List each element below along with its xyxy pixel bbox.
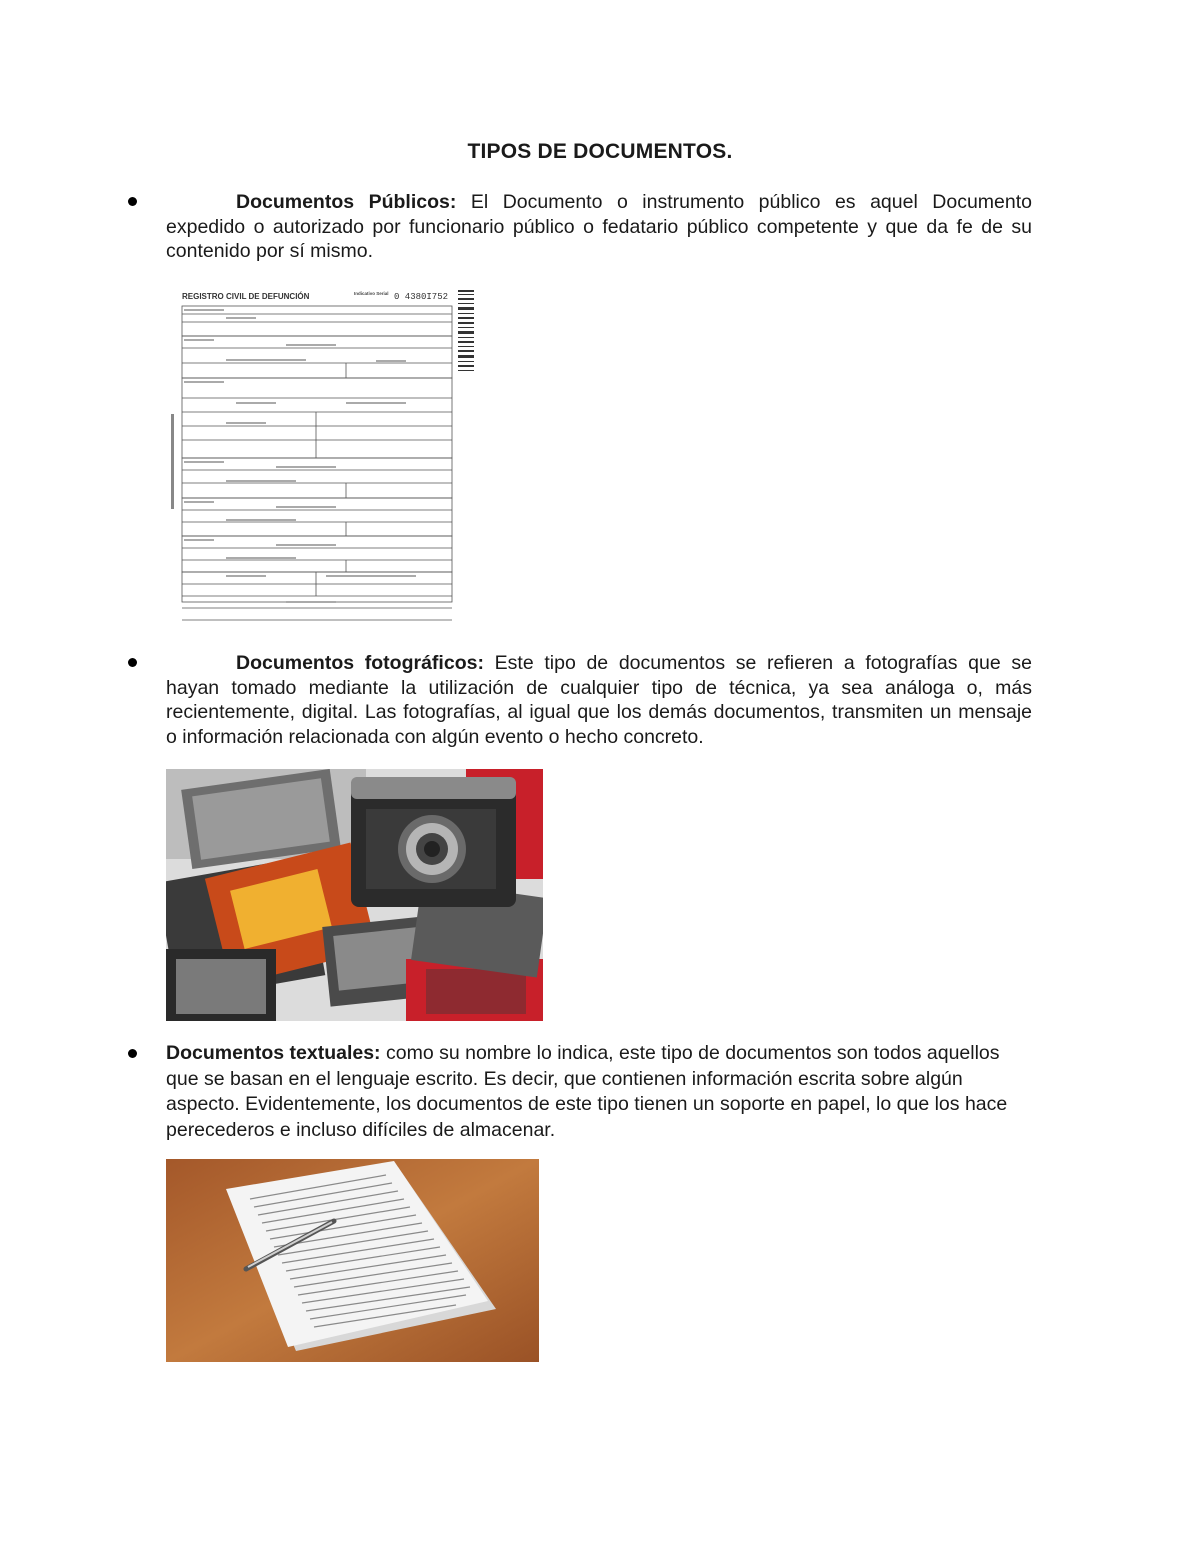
section-heading: Documentos Públicos: — [236, 191, 457, 213]
page-title: TIPOS DE DOCUMENTOS. — [467, 140, 733, 163]
form-header: REGISTRO CIVIL DE DEFUNCIÓN — [182, 292, 310, 301]
form-serial: 0 4380I752 — [394, 292, 449, 302]
bullet-icon — [128, 658, 137, 667]
paper-pen-image — [166, 1159, 539, 1362]
section-heading: Documentos textuales: — [166, 1042, 381, 1064]
section-fotograficos — [166, 651, 1032, 749]
section-body: como su nombre lo indica, este tipo de documentos son todos aquellos que se basan en el lenguaje escrito. Es decir, que contienen información escrita sobre algún aspecto. Evidentemente, los documentos de este tipo tienen un soporte en papel, lo que los hace perecederos e incluso difíciles de almacenar. — [166, 1042, 1008, 1141]
section-heading: Documentos fotográficos: — [236, 652, 484, 674]
section-body: El Documento o instrumento público es aquel Documento expedido o autorizado por funcionario público o fedatario público competente y que da fe de su contenido por sí mismo. — [166, 191, 1032, 262]
bullet-icon — [128, 197, 137, 206]
camera-photos-image — [166, 769, 543, 1021]
form-serial-label: Indicativo Serial — [354, 291, 389, 296]
section-body: Este tipo de documentos se refieren a fotografías que se hayan tomado mediante la utilización de cualquier tipo de técnica, ya sea análoga o, más recientemente, digital. Las fotografías, al igual que los demás documentos, transmiten un mensaje o información relacionada con algún evento o hecho concreto. — [166, 652, 1032, 748]
section-publicos — [166, 190, 1032, 264]
section-textuales — [166, 1041, 1036, 1143]
bullet-icon — [128, 1049, 137, 1058]
death-registry-form-image — [166, 284, 482, 630]
